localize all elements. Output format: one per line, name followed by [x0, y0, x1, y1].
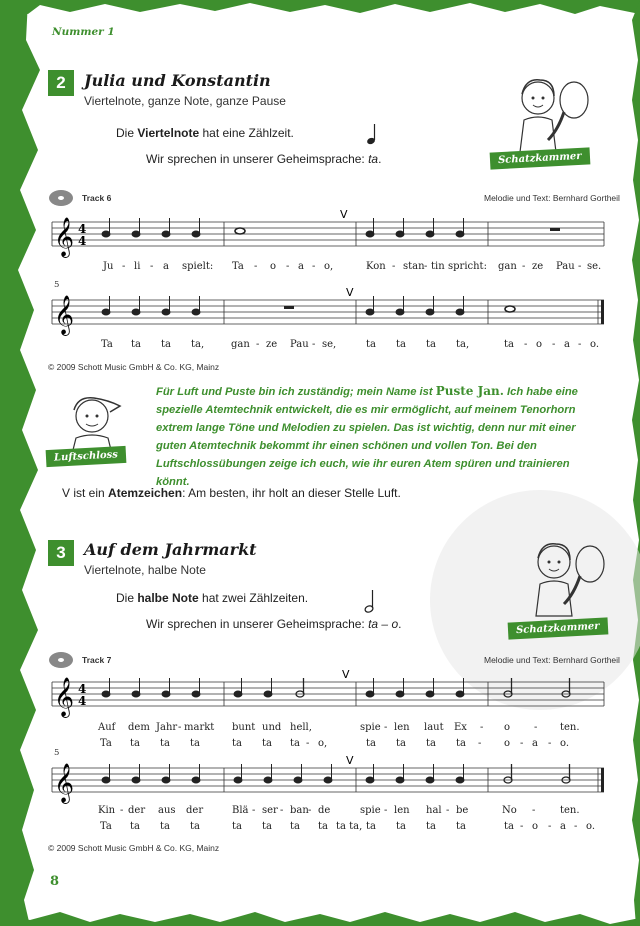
credit-label: Melodie und Text: Bernhard Gortheil: [484, 655, 620, 665]
lyric-syllable: ta: [262, 738, 272, 749]
lyric-hyphen: -: [578, 261, 582, 272]
lyric-syllable: markt: [184, 722, 215, 733]
lyric-syllable: li: [134, 261, 141, 272]
song-subtitle: Viertelnote, ganze Note, ganze Pause: [84, 94, 286, 108]
lyric-syllable: ta: [426, 738, 436, 749]
lyric-hyphen: -: [312, 339, 316, 350]
lyric-syllable: ta: [456, 821, 466, 832]
lyric-syllable: ta: [290, 738, 300, 749]
lyric-syllable: ta: [161, 339, 171, 350]
lyric-syllable: len: [394, 722, 410, 733]
track-label: Track 7: [82, 655, 112, 665]
lyric-syllable: ta,: [456, 339, 470, 350]
lyric-hyphen: -: [520, 821, 524, 832]
track-label: Track 6: [82, 193, 112, 203]
lyric-hyphen: -: [446, 805, 450, 816]
lyric-syllable: ta: [366, 339, 376, 350]
lyric-syllable: ta: [396, 738, 406, 749]
air-castle-tag: Luftschloss: [46, 446, 127, 467]
lyric-hyphen: -: [534, 722, 538, 733]
song-title: Julia und Konstantin: [84, 71, 271, 90]
copyright-note: © 2009 Schott Music GmbH & Co. KG, Mainz: [48, 362, 220, 372]
lyric-syllable: a: [560, 821, 566, 832]
lyric-hyphen: -: [384, 805, 388, 816]
lyric-syllable: ta: [504, 821, 514, 832]
lyric-hyphen: -: [392, 261, 396, 272]
svg-text:V: V: [346, 286, 354, 299]
text-fragment: hat eine Zählzeit.: [199, 126, 294, 140]
measure-number: 5: [54, 748, 60, 758]
svg-text:4: 4: [78, 694, 87, 708]
measure-number: 5: [54, 280, 60, 290]
text-fragment: Wir sprechen in unserer Geheimsprache:: [146, 617, 369, 631]
lyric-hyphen: -: [532, 805, 536, 816]
lyric-syllable: o: [504, 722, 511, 733]
lyric-syllable: ban: [290, 805, 309, 816]
lyric-syllable: ta,: [191, 339, 205, 350]
svg-text:4: 4: [78, 682, 87, 696]
svg-text:V: V: [340, 208, 348, 221]
lyric-syllable: len: [394, 805, 410, 816]
text-fragment: ist ein: [70, 486, 109, 500]
lyric-hyphen: -: [252, 805, 256, 816]
lyric-syllable: und: [262, 722, 282, 733]
svg-text:𝄞: 𝄞: [54, 763, 75, 803]
puste-jan-speech: [156, 382, 606, 491]
lyric-syllable: o.: [560, 738, 570, 749]
lyric-syllable: Blä: [232, 805, 249, 816]
lyric-syllable: ta: [130, 738, 140, 749]
lyric-syllable: ta: [366, 738, 376, 749]
intro-line-2: [146, 152, 381, 166]
music-staff-3: [48, 664, 608, 724]
lyric-syllable: ta: [232, 821, 242, 832]
lyric-hyphen: -: [122, 261, 126, 272]
lyric-syllable: se.: [587, 261, 602, 272]
lyric-syllable: der: [128, 805, 146, 816]
lyric-syllable: spricht:: [448, 261, 487, 272]
lyric-syllable: bunt: [232, 722, 256, 733]
music-staff-4: [48, 752, 608, 804]
lyric-hyphen: -: [256, 339, 260, 350]
lyric-syllable: hell,: [290, 722, 312, 733]
lyric-syllable: ta: [426, 339, 436, 350]
intro-line-1: [116, 591, 308, 605]
lyric-syllable: ta: [232, 738, 242, 749]
intro-line-2: [146, 617, 401, 631]
lyric-syllable: Pau: [556, 261, 575, 272]
character-with-tuba-illustration: [524, 534, 614, 620]
lyric-syllable: o,: [324, 261, 334, 272]
lyric-syllable: ta: [190, 738, 200, 749]
character-name: Puste Jan.: [435, 384, 504, 398]
lyric-syllable: o: [270, 261, 277, 272]
text-fragment: Für Luft und Puste bin ich zuständig; mein Name ist: [156, 386, 436, 398]
lyric-syllable: ta: [318, 821, 328, 832]
treasure-chamber-tag: Schatzkammer: [508, 617, 608, 639]
bold-term: Atemzeichen: [108, 486, 183, 500]
lyric-hyphen: -: [280, 805, 284, 816]
lyric-syllable: stan: [403, 261, 425, 272]
lyric-syllable: Jahr: [156, 722, 178, 733]
lyric-syllable: ten.: [560, 805, 580, 816]
lyric-syllable: gan: [231, 339, 250, 350]
secret-word: ta – o: [368, 617, 399, 631]
lyric-syllable: o: [504, 738, 511, 749]
lyric-syllable: de: [318, 805, 331, 816]
lyric-syllable: Auf: [98, 722, 116, 733]
lyric-syllable: Pau: [290, 339, 309, 350]
lyric-syllable: ta: [290, 821, 300, 832]
text-fragment: .: [378, 152, 382, 166]
lyric-syllable: Ta: [232, 261, 244, 272]
music-staff-1: [48, 204, 608, 264]
lyric-hyphen: -: [150, 261, 154, 272]
lyric-hyphen: -: [306, 738, 310, 749]
lyric-hyphen: -: [308, 805, 312, 816]
lyric-syllable: o: [532, 821, 539, 832]
lyric-syllable: ta ta,: [336, 821, 363, 832]
breath-mark-icon: V: [62, 486, 71, 500]
lyric-syllable: dem: [128, 722, 150, 733]
lyric-hyphen: -: [478, 738, 482, 749]
lyric-hyphen: -: [424, 261, 428, 272]
lyric-syllable: o,: [318, 738, 328, 749]
lyric-syllable: ze: [532, 261, 544, 272]
lyric-syllable: o.: [586, 821, 596, 832]
text-fragment: Die: [116, 126, 138, 140]
lyric-syllable: Ex: [454, 722, 467, 733]
lyric-syllable: a: [532, 738, 538, 749]
lyric-syllable: ser: [262, 805, 278, 816]
lyric-syllable: spie: [360, 805, 381, 816]
page-number: 8: [50, 874, 60, 889]
lyric-hyphen: -: [384, 722, 388, 733]
lyric-syllable: ze: [266, 339, 278, 350]
text-fragment: Ich habe eine spezielle Atemtechnik entwickelt, die es mir ermöglicht, auf meinem Tenorhorn extrem lange Töne und Melodien zu spielen. Das ist wichtig, denn nur mit einer guten Atemtechnik bekommt ihr einen schönen und vollen Ton. Bei den Luftschlossübungen zeige ich euch, wie ihr euren Atem spüren und trainieren könnt.: [156, 386, 578, 488]
lyric-syllable: o.: [590, 339, 600, 350]
lyric-hyphen: -: [548, 738, 552, 749]
lyric-syllable: ta: [131, 339, 141, 350]
lyric-syllable: ta: [190, 821, 200, 832]
lyric-hyphen: -: [524, 339, 528, 350]
text-fragment: : Am besten, ihr holt an dieser Stelle Luft.: [182, 486, 401, 500]
lyric-syllable: No: [502, 805, 517, 816]
lyric-syllable: Kin: [98, 805, 116, 816]
svg-text:𝄞: 𝄞: [54, 677, 75, 717]
lyric-syllable: spie: [360, 722, 381, 733]
lyric-syllable: ta: [396, 339, 406, 350]
half-note-icon: [364, 588, 378, 614]
lyric-hyphen: -: [120, 805, 124, 816]
text-fragment: Die: [116, 591, 138, 605]
text-fragment: .: [398, 617, 402, 631]
lyric-syllable: Ta: [101, 339, 113, 350]
lyric-syllable: a: [298, 261, 304, 272]
text-fragment: hat zwei Zählzeiten.: [198, 591, 309, 605]
svg-text:𝄞: 𝄞: [54, 217, 75, 257]
lyric-syllable: o: [536, 339, 543, 350]
svg-text:V: V: [346, 754, 354, 767]
copyright-note: © 2009 Schott Music GmbH & Co. KG, Mainz: [48, 843, 220, 853]
lyric-syllable: be: [456, 805, 469, 816]
lyric-syllable: se,: [322, 339, 337, 350]
lyric-syllable: der: [186, 805, 204, 816]
lyric-syllable: ta: [456, 738, 466, 749]
lyric-syllable: Ta: [100, 821, 112, 832]
bold-term: halbe Note: [137, 591, 199, 605]
lyric-hyphen: -: [548, 821, 552, 832]
lyric-syllable: ta: [160, 738, 170, 749]
credit-label: Melodie und Text: Bernhard Gortheil: [484, 193, 620, 203]
song-title: Auf dem Jahrmarkt: [84, 540, 257, 559]
lyric-hyphen: -: [480, 722, 484, 733]
secret-word: ta: [368, 152, 379, 166]
lyric-syllable: ta: [504, 339, 514, 350]
lyric-syllable: gan: [498, 261, 517, 272]
svg-text:𝄞: 𝄞: [54, 295, 75, 335]
lyric-hyphen: -: [578, 339, 582, 350]
page-label: Nummer 1: [52, 26, 115, 38]
lyric-syllable: a: [163, 261, 169, 272]
lyric-syllable: ten.: [560, 722, 580, 733]
lyric-syllable: ta: [396, 821, 406, 832]
puste-jan-illustration: [56, 384, 136, 454]
song-subtitle: Viertelnote, halbe Note: [84, 563, 206, 577]
lyric-syllable: tin: [431, 261, 445, 272]
lyric-hyphen: -: [574, 821, 578, 832]
lyric-syllable: spielt:: [182, 261, 214, 272]
lyric-hyphen: -: [286, 261, 290, 272]
lyric-hyphen: -: [522, 261, 526, 272]
lyric-syllable: Ju: [103, 261, 114, 272]
character-with-tuba-illustration: [508, 70, 598, 156]
intro-line-1: [116, 126, 294, 140]
lyric-hyphen: -: [312, 261, 316, 272]
bold-term: Viertelnote: [137, 126, 200, 140]
lyric-syllable: ta: [426, 821, 436, 832]
lyric-syllable: laut: [424, 722, 444, 733]
music-staff-2: [48, 284, 608, 336]
svg-text:V: V: [342, 668, 350, 681]
lyric-syllable: Kon: [366, 261, 386, 272]
lyric-syllable: ta: [262, 821, 272, 832]
section-number: 3: [48, 540, 74, 566]
quarter-note-icon: [366, 122, 380, 146]
lyric-syllable: ta: [130, 821, 140, 832]
lyric-syllable: hal: [426, 805, 442, 816]
lyric-hyphen: -: [552, 339, 556, 350]
lyric-syllable: a: [564, 339, 570, 350]
lyric-hyphen: -: [178, 722, 182, 733]
svg-text:4: 4: [78, 222, 87, 236]
lyric-syllable: aus: [158, 805, 176, 816]
lyric-syllable: Ta: [100, 738, 112, 749]
breath-mark-explanation: [62, 486, 401, 500]
svg-text:4: 4: [78, 234, 87, 248]
text-fragment: Wir sprechen in unserer Geheimsprache:: [146, 152, 369, 166]
lyric-syllable: ta: [366, 821, 376, 832]
lyric-hyphen: -: [254, 261, 258, 272]
treasure-chamber-tag: Schatzkammer: [490, 147, 590, 169]
lyric-syllable: ta: [160, 821, 170, 832]
section-number: 2: [48, 70, 74, 96]
lyric-hyphen: -: [520, 738, 524, 749]
